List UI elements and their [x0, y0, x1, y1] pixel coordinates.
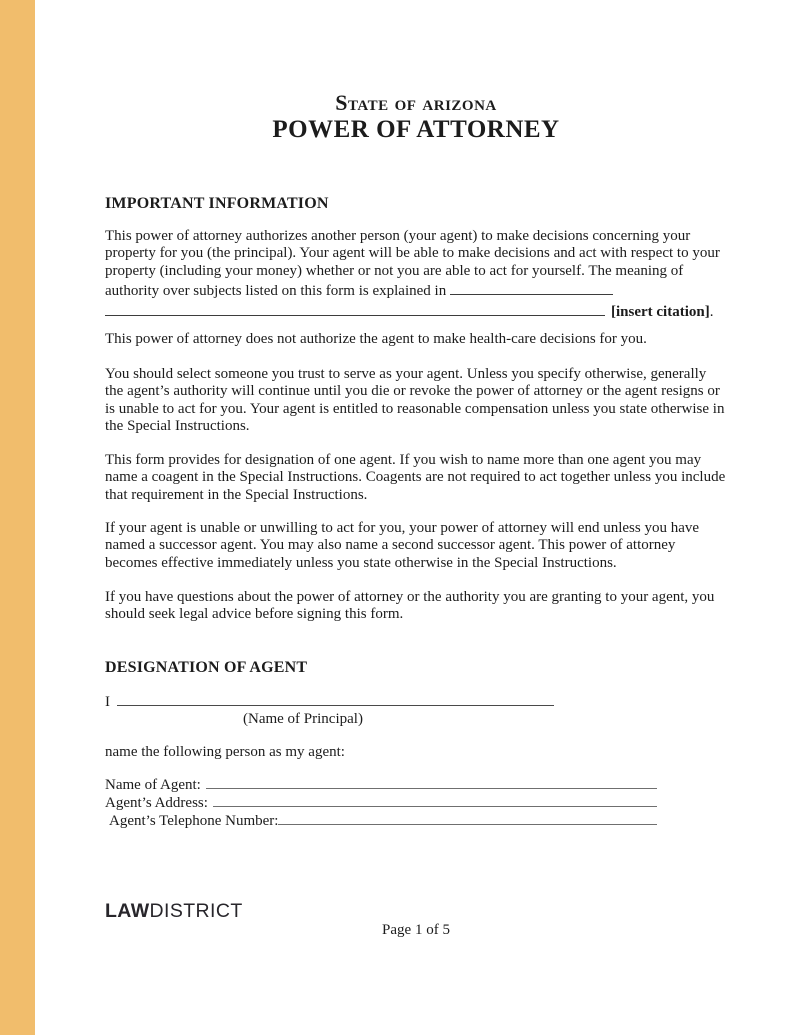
section-heading-important-information: IMPORTANT INFORMATION — [105, 195, 329, 212]
paragraph-coagents: This form provides for designation of one agent. If you wish to name more than one agent you may name a coagent in the Special Instructions. Coagents are not required to act together unless you include that requirement in the Special Instructions. — [105, 452, 726, 503]
field-label-agent-name: Name of Agent: — [105, 777, 201, 793]
blank-line-principal-name — [117, 691, 554, 706]
paragraph-authorization — [105, 228, 727, 321]
paragraph-agent-selection: You should select someone you trust to serve as your agent. Unless you specify otherwise, generally the agent’s authority will continue until you die or revoke the power of attorney or the agent resigns or is unable to act for you. Your agent is entitled to reasonable compensation unless you state otherwise in the Special Instructions. — [105, 366, 725, 435]
principal-name-line — [105, 691, 727, 711]
blank-line-agent-telephone — [278, 822, 657, 825]
document-subtitle: State of arizona — [335, 90, 497, 115]
logo-law-text: LAW — [105, 900, 150, 922]
blank-line-agent-address — [213, 804, 657, 807]
agent-intro-line: name the following person as my agent: — [105, 744, 345, 760]
field-label-agent-telephone: Agent’s Telephone Number: — [109, 813, 279, 829]
principal-prefix: I — [105, 694, 110, 710]
logo-district-text: DISTRICT — [149, 900, 243, 922]
page-indicator: Page 1 of 5 — [382, 922, 450, 938]
insert-citation-placeholder: [insert citation] — [611, 303, 710, 320]
lawdistrict-logo — [105, 900, 727, 922]
field-row-agent-address — [105, 794, 657, 812]
citation-period: . — [709, 303, 714, 320]
paragraph-successor-agent: If your agent is unable or unwilling to act for you, your power of attorney will end unless you have named a successor agent. You may also name a second successor agent. This power of attorney becomes effective immediately unless you state otherwise in the Special Instructions. — [105, 520, 700, 571]
document-header — [105, 90, 727, 144]
principal-name-caption — [105, 711, 727, 728]
field-label-agent-address: Agent’s Address: — [105, 795, 208, 811]
field-row-agent-name — [105, 776, 657, 794]
blank-line-agent-name — [206, 786, 657, 789]
blank-line-citation-1 — [450, 280, 613, 295]
agent-fields — [105, 776, 727, 830]
page-accent-stripe — [0, 0, 35, 1035]
paragraph-legal-advice: If you have questions about the power of attorney or the authority you are granting to your agent, you should seek legal advice before signing this form. — [105, 589, 715, 623]
document-title: POWER OF ATTORNEY — [272, 116, 560, 143]
field-row-agent-telephone — [105, 812, 657, 830]
paragraph-healthcare-exclusion: This power of attorney does not authorize the agent to make health-care decisions for you. — [105, 331, 647, 347]
section-heading-designation-of-agent: DESIGNATION OF AGENT — [105, 659, 308, 676]
blank-line-citation-2 — [105, 301, 605, 316]
caption-text: (Name of Principal) — [243, 711, 363, 727]
paragraph-text: This power of attorney authorizes another person (your agent) to make decisions concerning your property for you (the principal). Your agent will be able to make decisions and act with respect to your property (including your money) whether or not you are able to act for yourself. The meaning of authority over subjects listed on this form is explained in — [105, 228, 720, 300]
